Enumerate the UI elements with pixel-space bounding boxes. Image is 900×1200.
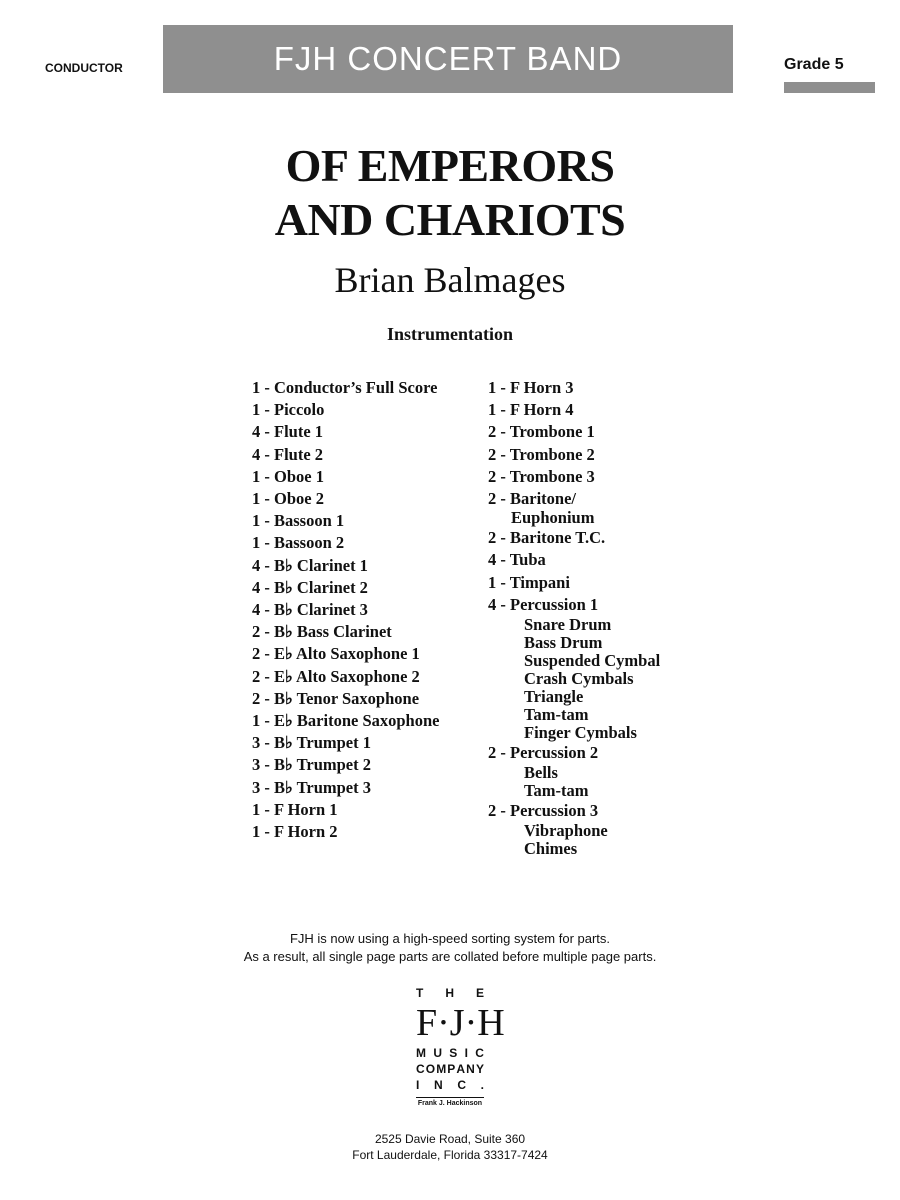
list-item: 2 - Trombone 2: [488, 444, 595, 464]
list-item: 4 - B♭ Clarinet 2: [252, 577, 368, 597]
list-item: 2 - Percussion 3: [488, 801, 599, 821]
list-item: 4 - B♭ Clarinet 3: [252, 600, 368, 620]
list-item-continuation: Euphonium: [511, 508, 595, 528]
list-item: 2 - Baritone/: [488, 489, 576, 509]
list-item: 1 - Oboe 1: [252, 466, 324, 486]
logo-letter: M: [436, 1062, 447, 1076]
logo-letter: F: [416, 1002, 438, 1044]
list-item: 1 - Piccolo: [252, 400, 325, 420]
logo-company: [416, 1061, 484, 1077]
logo-letter: N: [466, 1062, 475, 1076]
list-item: 2 - Percussion 2: [488, 743, 599, 763]
instrument-list-right: [488, 377, 660, 858]
logo-letter: Y: [475, 1062, 484, 1076]
list-item: 4 - Flute 2: [252, 444, 324, 464]
list-item: 2 - E♭ Alto Saxophone 1: [252, 644, 420, 664]
list-item: 2 - Baritone T.C.: [488, 528, 606, 548]
logo-music: [416, 1045, 484, 1061]
publisher-address: [0, 1131, 900, 1163]
list-item: 3 - B♭ Trumpet 1: [252, 733, 372, 753]
list-item: 1 - F Horn 4: [488, 400, 574, 420]
logo-rule: [416, 1097, 484, 1098]
list-item: 1 - Bassoon 1: [252, 511, 345, 531]
logo-letter: U: [433, 1046, 442, 1060]
logo-fjh: [416, 1001, 505, 1045]
conductor-label: CONDUCTOR: [45, 61, 123, 75]
logo-letter: ·: [437, 1002, 450, 1044]
percussion-subitem: Snare Drum: [524, 615, 612, 635]
list-item: 1 - Conductor’s Full Score: [252, 378, 438, 397]
logo-letter: H: [477, 1002, 505, 1044]
sorting-note-line-2: As a result, all single page parts are collated before multiple page parts.: [243, 949, 657, 964]
percussion-subitem: Chimes: [524, 839, 578, 859]
series-banner: [163, 25, 733, 93]
list-item: 2 - E♭ Alto Saxophone 2: [252, 666, 420, 686]
instrumentation-heading: Instrumentation: [386, 324, 513, 344]
logo-letter: E: [475, 986, 484, 1000]
list-item: 2 - Trombone 1: [488, 422, 595, 442]
list-item: 3 - B♭ Trumpet 2: [252, 755, 372, 775]
logo-letter: I: [416, 1078, 420, 1092]
percussion-subitem: Bass Drum: [524, 633, 603, 653]
logo-letter: C: [475, 1046, 484, 1060]
fjh-logo: [416, 985, 505, 1107]
percussion-subitem: Bells: [524, 763, 558, 783]
logo-inc: [416, 1077, 484, 1093]
percussion-subitem: Tam-tam: [524, 781, 589, 801]
percussion-subitem: Suspended Cymbal: [524, 651, 661, 671]
list-item: 1 - F Horn 2: [252, 822, 338, 842]
sorting-note-line-1: FJH is now using a high-speed sorting system for parts.: [289, 931, 611, 946]
list-item: 4 - Flute 1: [252, 422, 324, 442]
list-item: 2 - B♭ Bass Clarinet: [252, 622, 392, 642]
logo-letter: T: [416, 986, 424, 1000]
logo-letter: .: [480, 1078, 484, 1092]
list-item: 2 - B♭ Tenor Saxophone: [252, 688, 420, 708]
list-item: 4 - Percussion 1: [488, 594, 599, 614]
address-line-1: 2525 Davie Road, Suite 360: [374, 1132, 526, 1146]
grade-label: Grade 5: [784, 56, 844, 73]
logo-letter: M: [416, 1046, 426, 1060]
percussion-subitem: Tam-tam: [524, 705, 589, 725]
title-line-2: AND CHARIOTS: [274, 194, 626, 245]
logo-the: [416, 985, 484, 1001]
logo-letter: P: [447, 1062, 456, 1076]
series-title: FJH CONCERT BAND: [273, 40, 623, 77]
logo-letter: C: [416, 1062, 425, 1076]
logo-letter: A: [456, 1062, 466, 1076]
logo-letter: J: [449, 1002, 465, 1044]
list-item: 1 - Timpani: [488, 572, 570, 592]
list-item: 4 - B♭ Clarinet 1: [252, 555, 368, 575]
sorting-note: [0, 930, 900, 966]
list-item: 1 - Bassoon 2: [252, 533, 345, 553]
list-item: 4 - Tuba: [488, 550, 546, 570]
list-item: 1 - E♭ Baritone Saxophone: [252, 711, 440, 731]
logo-letter: H: [445, 986, 454, 1000]
instrument-list-left: [252, 377, 439, 843]
list-item: 1 - F Horn 3: [488, 378, 574, 397]
grade-bar: [784, 82, 875, 93]
logo-letter: O: [425, 1062, 436, 1076]
logo-letter: I: [464, 1046, 468, 1060]
list-item: 2 - Trombone 3: [488, 466, 595, 486]
logo-letter: S: [449, 1046, 458, 1060]
percussion-subitem: Finger Cymbals: [524, 723, 637, 743]
title-line-1: OF EMPERORS: [285, 140, 615, 191]
percussion-subitem: Triangle: [524, 687, 584, 707]
logo-letter: C: [457, 1078, 466, 1092]
list-item: 3 - B♭ Trumpet 3: [252, 777, 372, 797]
percussion-subitem: Crash Cymbals: [524, 669, 634, 689]
list-item: 1 - F Horn 1: [252, 799, 338, 819]
list-item: 1 - Oboe 2: [252, 489, 324, 509]
logo-signature: Frank J. Hackinson: [417, 1100, 483, 1107]
composer-name: Brian Balmages: [334, 260, 566, 300]
percussion-subitem: Vibraphone: [524, 821, 608, 841]
logo-letter: ·: [464, 1002, 478, 1044]
logo-letter: N: [434, 1078, 443, 1092]
address-line-2: Fort Lauderdale, Florida 33317-7424: [352, 1148, 548, 1162]
